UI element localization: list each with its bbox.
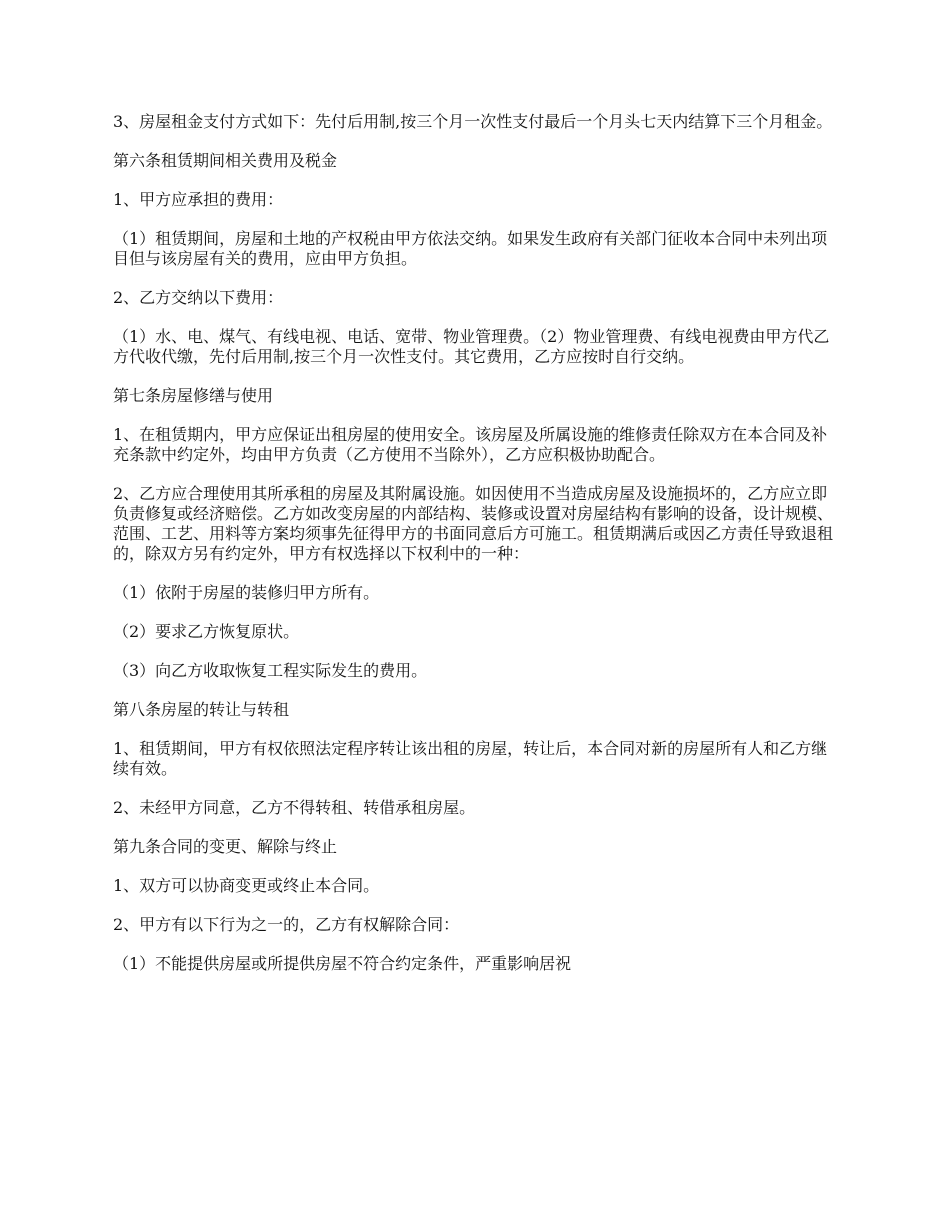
paragraph-rent-payment: 3、房屋租金支付方式如下：先付后用制,按三个月一次性支付最后一个月头七天内结算下三个月租金。 [113,112,833,131]
paragraph-repair-responsibility: 1、在租赁期内，甲方应保证出租房屋的使用安全。该房屋及所属设施的维修责任除双方在本合同及补充条款中约定外，均由甲方负责（乙方使用不当除外），乙方应积极协助配合。 [113,425,828,464]
paragraph-property-tax: （1）租赁期间，房屋和土地的产权税由甲方依法交纳。如果发生政府有关部门征收本合同中未列出项目但与该房屋有关的费用，应由甲方负担。 [113,229,828,268]
section-heading-article-6: 第六条租赁期间相关费用及税金 [113,151,338,170]
paragraph-option-1: （1）依附于房屋的装修归甲方所有。 [113,583,380,602]
paragraph-option-2: （2）要求乙方恢复原状。 [113,622,300,641]
paragraph-utility-fees: （1）水、电、煤气、有线电视、电话、宽带、物业管理费。（2）物业管理费、有线电视费由甲方代乙方代收代缴，先付后用制,按三个月一次性支付。其它费用，乙方应按时自行交纳。 [113,327,830,366]
section-heading-article-8: 第八条房屋的转让与转租 [113,700,290,719]
section-heading-article-9: 第九条合同的变更、解除与终止 [113,837,338,856]
section-heading-article-7: 第七条房屋修缮与使用 [113,386,274,405]
document-body [113,112,843,993]
paragraph-party-b-fees: 2、乙方交纳以下费用： [113,288,284,307]
paragraph-party-a-fees: 1、甲方应承担的费用： [113,190,284,209]
paragraph-option-3: （3）向乙方收取恢复工程实际发生的费用。 [113,661,428,680]
paragraph-proper-use: 2、乙方应合理使用其所承租的房屋及其附属设施。如因使用不当造成房屋及设施损坏的，乙方应立即负责修复或经济赔偿。乙方如改变房屋的内部结构、装修或设置对房屋结构有影响的设备，设计规模、范围、工艺、用料等方案均须事先征得甲方的书面同意后方可施工。租赁期满后或因乙方责任导致退租的，除双方另有约定外，甲方有权选择以下权利中的一种： [113,484,834,563]
paragraph-negotiate-change: 1、双方可以协商变更或终止本合同。 [113,876,380,895]
paragraph-sublease: 2、未经甲方同意，乙方不得转租、转借承租房屋。 [113,798,476,817]
paragraph-transfer: 1、租赁期间，甲方有权依照法定程序转让该出租的房屋，转让后，本合同对新的房屋所有人和乙方继续有效。 [113,739,828,778]
paragraph-termination-rights: 2、甲方有以下行为之一的，乙方有权解除合同： [113,915,460,934]
paragraph-termination-condition-1: （1）不能提供房屋或所提供房屋不符合约定条件，严重影响居祝 [113,954,572,973]
